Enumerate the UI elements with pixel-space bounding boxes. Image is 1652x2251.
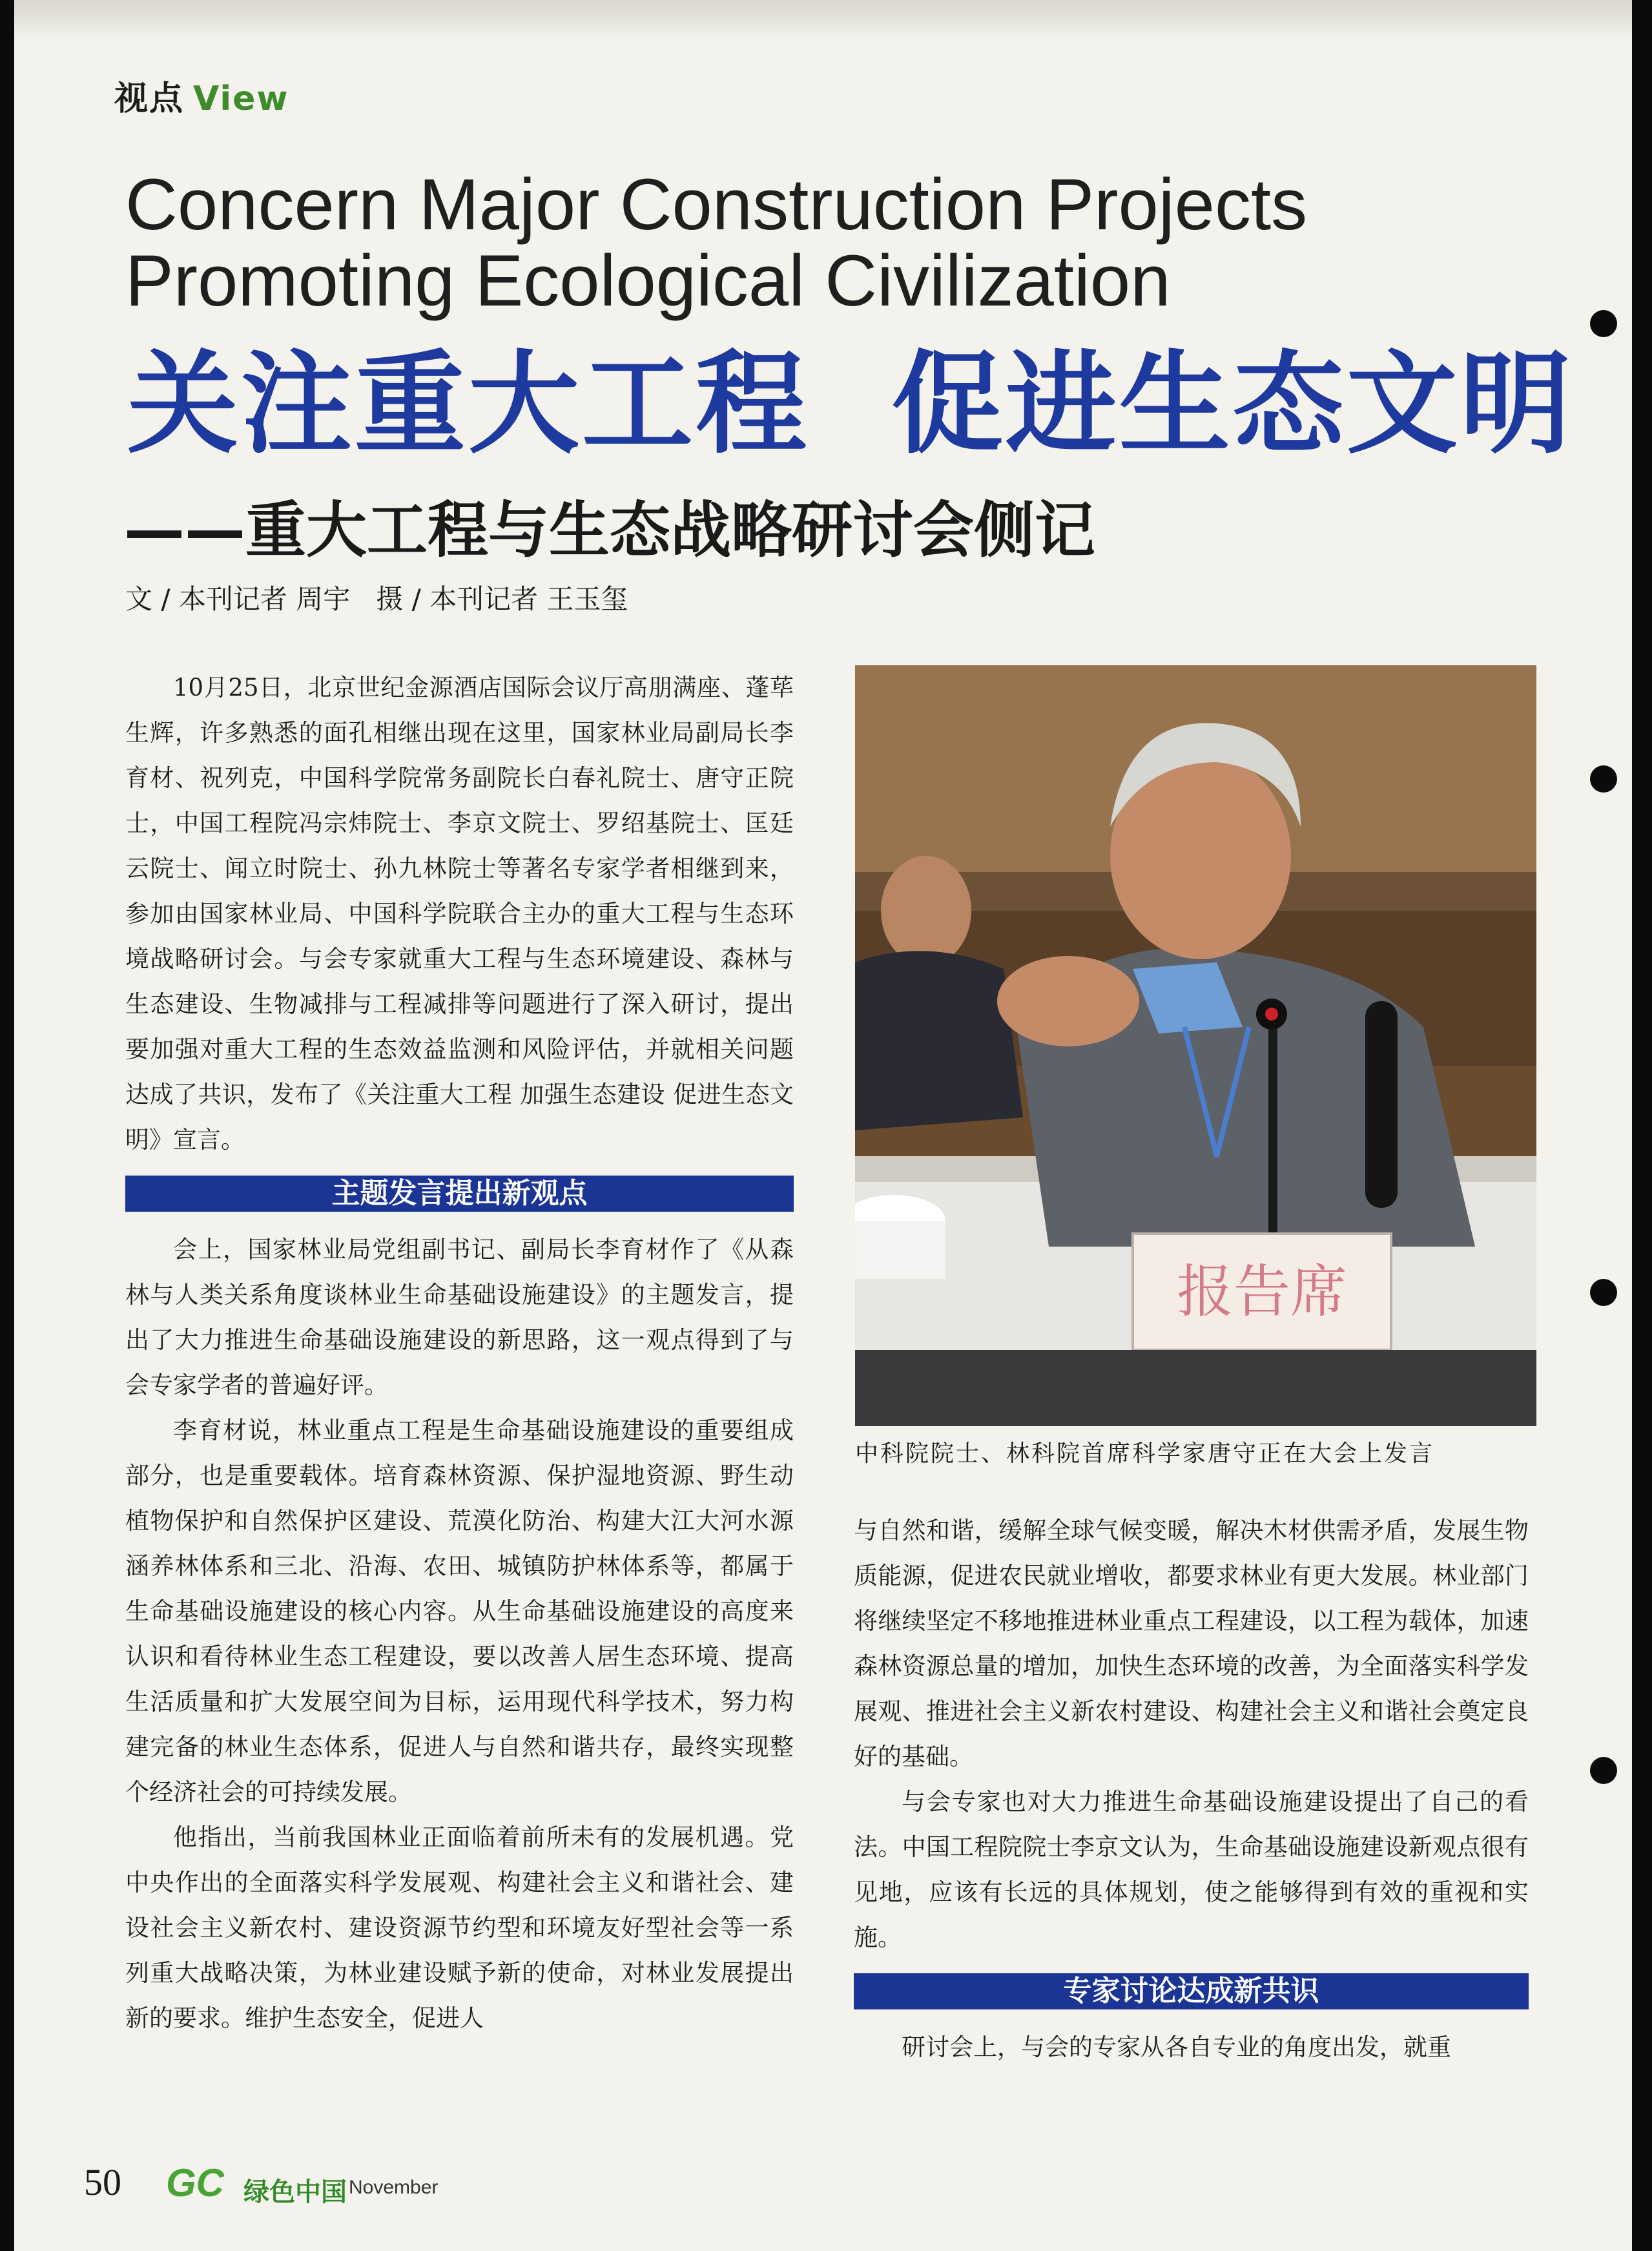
paragraph: 李育材说，林业重点工程是生命基础设施建设的重要组成部分，也是重要载体。培育森林资源、保护湿地资源、野生动植物保护和自然保护区建设、荒漠化防治、构建大江大河水源涵养林体系和三北、沿海、农田、城镇防护林体系等，都属于生命基础设施建设的核心内容。从生命基础设施建设的高度来认识和看待林业生态工程建设，要以改善人居生态环境、提高生活质量和扩大发展空间为目标，运用现代科学技术，努力构建完备的林业生态体系，促进人与自然和谐共存，最终实现整个经济社会的可持续发展。 <box>125 1416 794 1806</box>
section-tag-zh: 视点 <box>114 79 185 118</box>
paragraph: 与会专家也对大力推进生命基础设施建设提出了自己的看法。中国工程院院士李京文认为，生命基础设施建设新观点很有见地，应该有长远的具体规划，使之能够得到有效的重视和实施。 <box>854 1788 1529 1951</box>
paragraph: 研讨会上，与会的专家从各自专业的角度出发，就重 <box>902 2033 1451 2061</box>
paragraph: 10月25日，北京世纪金源酒店国际会议厅高朋满座、蓬荜生辉，许多熟悉的面孔相继出现在这里，国家林业局副局长李育材、祝列克，中国科学院常务副院长白春礼院士、唐守正院士，中国工程院冯宗炜院士、李京文院士、罗绍基院士、匡廷云院士、闻立时院士、孙九林院士等著名专家学者相继到来，参加由国家林业局、中国科学院联合主办的重大工程与生态环境战略研讨会。与会专家就重大工程与生态环境建设、森林与生态建设、生物减排与工程减排等问题进行了深入研讨，提出要加强对重大工程的生态效益监测和风险评估，并就相关问题达成了共识，发布了《关注重大工程 加强生态建设 促进生态文明》宣言。 <box>125 674 794 1154</box>
byline: 文 / 本刊记者 周宇 摄 / 本刊记者 王玉玺 <box>125 583 628 615</box>
right-column <box>854 1508 1529 2070</box>
section-tag-en: View <box>193 79 289 118</box>
binder-hole <box>1590 1279 1617 1306</box>
page-shadow <box>14 0 1632 39</box>
section-heading: 主题发言提出新观点 <box>125 1176 794 1212</box>
speaker-photo <box>855 665 1536 1426</box>
subtitle-chinese: ——重大工程与生态战略研讨会侧记 <box>124 495 1096 566</box>
binder-hole <box>1590 765 1617 793</box>
section-heading: 专家讨论达成新共识 <box>854 1973 1529 2009</box>
binder-hole <box>1590 310 1617 337</box>
title-english: Concern Major Construction Projects Promoting Ecological Civilization <box>125 164 1308 321</box>
title-chinese: 关注重大工程 促进生态文明 <box>127 338 1574 469</box>
photo-caption: 中科院院士、林科院首席科学家唐守正在大会上发言 <box>855 1440 1435 1467</box>
page-number: 50 <box>84 2161 121 2203</box>
paragraph: 他指出，当前我国林业正面临着前所未有的发展机遇。党中央作出的全面落实科学发展观、构建社会主义和谐社会、建设社会主义新农村、建设资源节约型和环境友好型社会等一系列重大战略决策，为林业建设赋予新的使命，对林业发展提出新的要求。维护生态安全，促进人 <box>125 1823 794 2032</box>
placard-label: 报告席 <box>1176 1258 1348 1325</box>
issue-month: November <box>349 2177 439 2198</box>
magazine-name: 绿色中国 <box>243 2177 347 2207</box>
left-column <box>125 665 794 2041</box>
magazine-logo: GC <box>166 2161 224 2204</box>
paragraph: 会上，国家林业局党组副书记、副局长李育材作了《从森林与人类关系角度谈林业生命基础设施建设》的主题发言，提出了大力推进生命基础设施建设的新思路，这一观点得到了与会专家学者的普遍好评。 <box>125 1236 794 1399</box>
magazine-page <box>14 0 1632 2251</box>
binder-hole <box>1590 1757 1617 1784</box>
section-tag <box>114 71 289 119</box>
photo-illustration <box>855 665 1536 1426</box>
paragraph: 与自然和谐，缓解全球气候变暖，解决木材供需矛盾，发展生物质能源，促进农民就业增收，都要求林业有更大发展。林业部门将继续坚定不移地推进林业重点工程建设，以工程为载体，加速森林资源总量的增加，加快生态环境的改善，为全面落实科学发展观、推进社会主义新农村建设、构建社会主义和谐社会奠定良好的基础。 <box>854 1517 1529 1770</box>
